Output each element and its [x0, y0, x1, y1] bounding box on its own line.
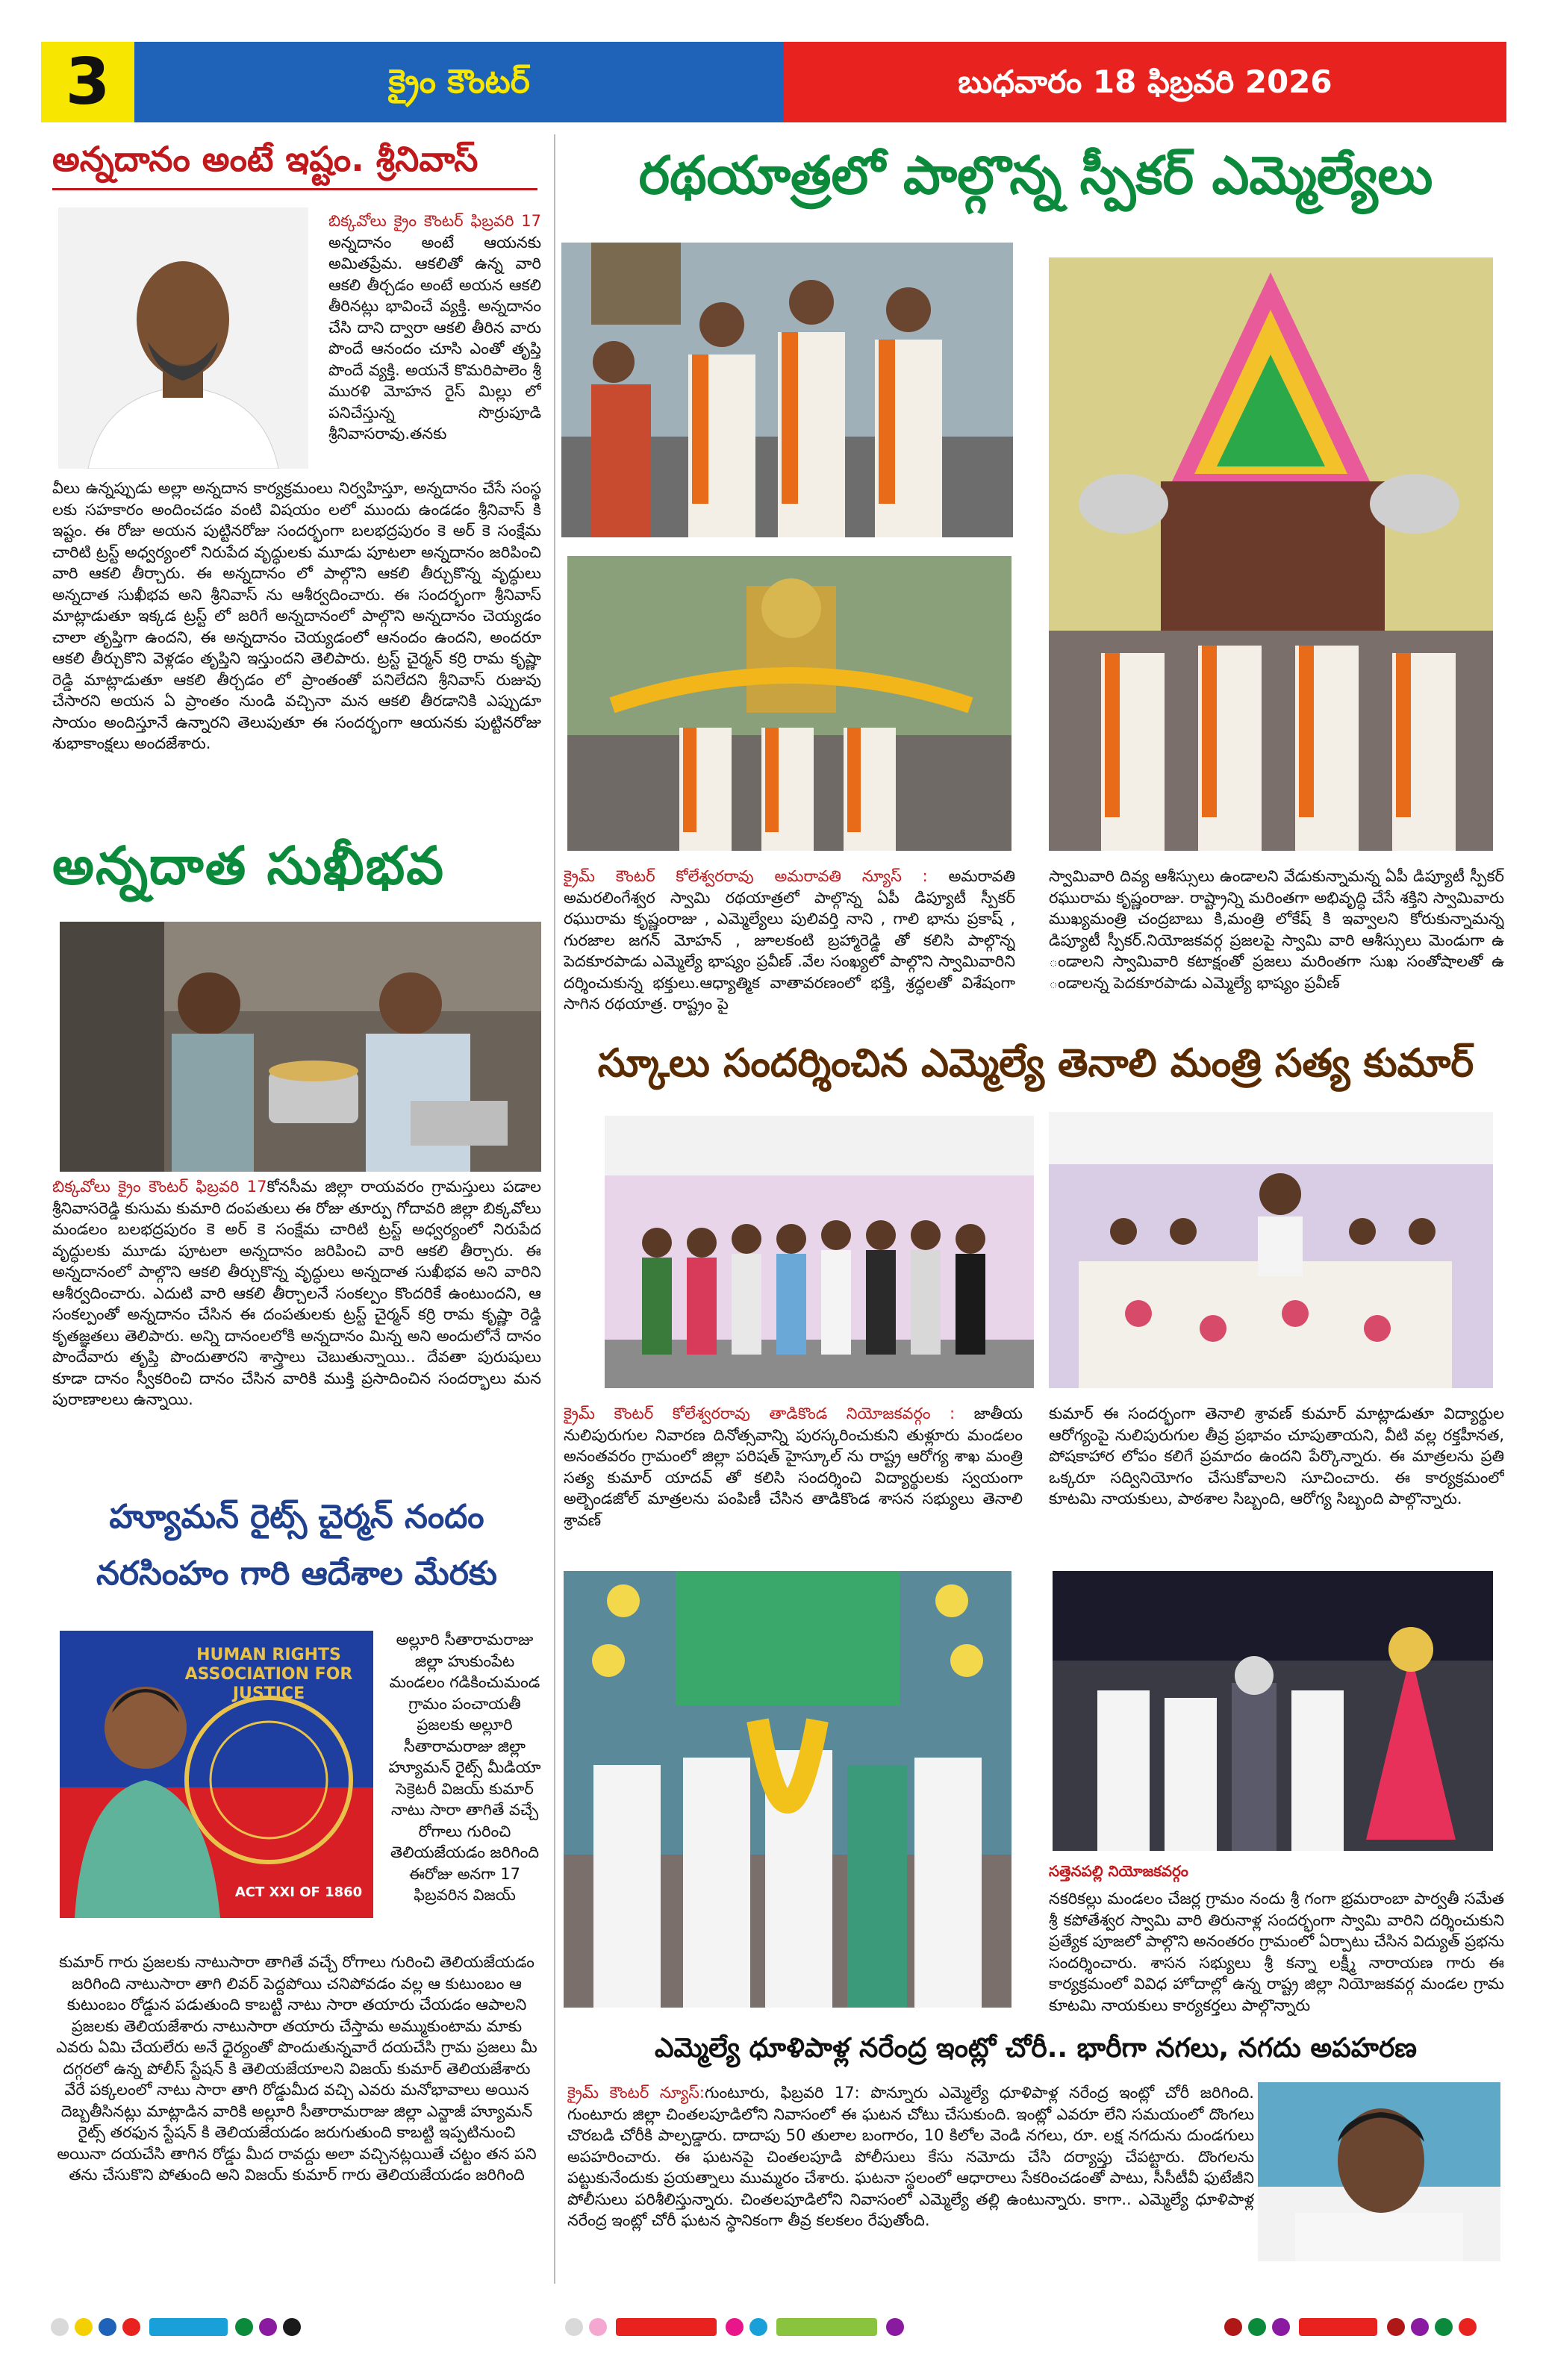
- temple-deity-illustration: [1053, 1571, 1493, 1851]
- headline-annadata: అన్నదాత సుఖీభవ: [52, 835, 446, 896]
- footer-dot: [886, 2318, 904, 2336]
- footer-bar: [616, 2318, 717, 2336]
- headline-theft: ఎమ్మెల్యే ధూళిపాళ్ల నరేంద్ర ఇంట్లో చోరీ.. భారీగా నగలు, నగదు అపహరణ: [654, 2033, 1418, 2064]
- annadanam-dateline: బిక్కవోలు క్రైం కౌంటర్ ఫిబ్రవరి 17: [328, 212, 541, 230]
- headline-rathayatra: రథయాత్రలో పాల్గొన్న స్పీకర్ ఎమ్మెల్యేలు: [638, 145, 1433, 206]
- footer-dot: [565, 2318, 583, 2336]
- headline-school-visit: స్కూలు సందర్శించిన ఎమ్మెల్యే తెనాలి మంత్రి సత్య కుమార్: [597, 1041, 1474, 1086]
- annadata-text: కోనసీమ జిల్లా రాయవరం గ్రామస్తులు పడాల శ్రీనివాసరెడ్డి కుసుమ కుమారి దంపతులు ఈ రోజు తూర్పు గోదావరి జిల్లా బిక్కవోలు మండలం బలభద్రపురం కె అర్ కె సంక్షేమ చారిటి ట్రస్ట్ అధ్వర్యంలో నిరుపేద వృద్ధులకు మూడు పూటలా అన్నదానం జరిపించి వారి ఆకలి తీర్చారు. ఈ అన్నదానంలో పాల్గొని ఆకలి తీర్చుకొన్న వృద్ధులు అన్నదాత సుఖీభవ అని వారిని ఆశీర్వదించారు. ఎదుటి వారి ఆకలి తీర్చాలనే సంకల్పం కొందరికే ఉంటుందని, ఆ సంకల్పంతో అన్నదానం చేసిన ఈ దంపతులకు ట్రస్ట్ చైర్మన్ కర్రి రామ కృష్ణా రెడ్డి కృతజ్ఞతలు తెలిపారు. అన్ని దానంలలోకి అన్నదానం మిన్న అని అందులోనే దానం పొందేవారు తృప్తి పొందుతారని శాస్త్రాలు చెబుతున్నాయి.. దేవతా పురుషులు కూడా దానం స్వీకరించి దానం చేసిన వారికి ముక్తి ప్రసాదించిన సందర్భాలు మన పురాణాలలు ఉన్నాయి.: [52, 1178, 541, 1408]
- footer-dot: [99, 2318, 116, 2336]
- annadata-body: [52, 1176, 541, 1467]
- photo-human-rights: [60, 1631, 373, 1918]
- footer-dot: [122, 2318, 140, 2336]
- photo-rathayatra-statue: [567, 556, 1011, 851]
- annadanam-lead: అన్నదానం అంటే ఆయనకు అమితప్రేమ. ఆకలితో ఉన్న వారి ఆకలి తీర్చడం అంటే అయన ఆకలి తీరినట్లు భావించే వ్యక్తి. అన్నదానం చేసి దాని ద్వారా ఆకలి తీరిన వారు పొందే ఆనందం చూసి ఎంతో తృప్తి పొందే వ్యక్తి. అయనే కొమరిపాలెం శ్రీ మురళి మోహన రైస్ మిల్లు లో పనిచేస్తున్న సొర్రుపూడి శ్రీనివాసరావు.తనకు: [328, 233, 541, 443]
- footer-dot: [1387, 2318, 1405, 2336]
- footer-dot: [726, 2318, 744, 2336]
- footer-dot: [75, 2318, 93, 2336]
- sattenapalli-dateline: సత్తెనపల్లి నియోజకవర్గం: [1049, 1862, 1188, 1880]
- human-rights-body: కుమార్ గారు ప్రజలకు నాటుసారా తాగితే వచ్చే రోగాలు గురించి తెలియజేయడం జరిగింది నాటుసారా తాగి లివర్ పెద్దపోయి చనిపోవడం వల్ల ఆ కుటుంబం ఆ కుటుంబం రోడ్డున పడుతుంది కాబట్టి నాటు సారా తయారు చేయడం ఆపాలని ప్రజలకు తెలియజేశారు నాటుసారా తయారు చేస్తామ అమ్ముకుంటామ మాకు ఎవరు ఏమి చేయలేరు అనే ధైర్యంతో పొందుతున్నవారే దయచేసి గ్రామ ప్రజలు మీ దగ్గరలో ఉన్న పోలీస్ స్టేషన్ కి తెలియజేయాలని విజయ్ కుమార్ తెలియజేశారు వేరే పక్కలంలో నాటు సారా తాగి రోడ్డుమీద వచ్చి ఎవరు మనోభావాలు అయిన దెబ్బతీసినట్లు మాట్లాడిన వారికి అల్లూరి సీతారామరాజు జిల్లా ఎన్జాజీ హ్యూమన్ రైట్స్ తరఫున స్టేషన్ కి తెలియజేయడం జరుగుతుంది కాబట్టి ఇప్పటినుంచి అయినా దయచేసి తాగిన రోడ్డు మీద రావద్దు అలా వచ్చినట్లయితే చట్టం తన పని తను చేసుకొని పోతుంది అని విజయ్ కుమార్ గారు తెలియజేయడం జరిగింది: [56, 1953, 537, 2184]
- footer-dot: [589, 2318, 607, 2336]
- sattenapalli-text: నకరికల్లు మండలం చేజర్ల గ్రామం నందు శ్రీ గంగా భ్రమరాంబా పార్వతీ సమేత శ్రీ కపోతేశ్వర స్వామి వారి తిరునాళ్ల సందర్భంగా స్వామి వారిని దర్శించుకుని ప్రత్యేక పూజలో పాల్గొని అనంతరం గ్రామంలో ఏర్పాటు చేసిన విద్యుత్ ప్రభను సందర్శించారు. శాసన సభ్యులు శ్రీ కన్నా లక్ష్మీ నారాయణ గారు ఈ కార్యక్రమంలో వివిధ హోదాల్లో ఉన్న రాష్ట్ర జిల్లా నియోజకవర్గ మండల గ్రామ కూటమి నాయకులు కార్యకర్తలు పాల్గొన్నారు: [1049, 1890, 1504, 2014]
- school-lead: జాతీయ నులిపురుగుల నివారణ దినోత్సవాన్ని పురస్కరించుకుని తుళ్లూరు మండలం అనంతవరం గ్రామంలో జిల్లా పరిషత్ హైస్కూల్ ను రాష్ట్ర ఆరోగ్య శాఖ మంత్రి సత్య కుమార్ యాదవ్ తో కలిసి సందర్శించి విద్యార్థులకు స్వయంగా అల్బెండజోల్ మాత్రలను పంపిణీ చేసిన తాడికొండ శాసన సభ్యులు తెనాలి శ్రావణ్: [564, 1405, 1023, 1529]
- annadanam-body: వీలు ఉన్నప్పుడు అల్లా అన్నదాన కార్యక్రమంలు నిర్వహిస్తూ, అన్నదానం చేసే సంస్థ లకు సహకారం అందించడం వంటి విషయం లలో ముందు ఉండడం శ్రీనివాస్ కి ఇష్టం. ఈ రోజు అయన పుట్టినరోజు సందర్భంగా బలభద్రపురం కె అర్ కె సంక్షేమ చారిటి ట్రస్ట్ అధ్వర్యంలో నిరుపేద వృద్ధులకు మూడు పూటలా అన్నదానం జరిపించి వారి ఆకలి తీర్చారు. ఈ అన్నదానం లో పాల్గొని ఆకలి తీర్చుకొన్న వృద్ధులు అన్నదాత సుఖీభవ అని శ్రీనివాస్ ను ఆశీర్వదించారు. ఈ సందర్భంగా శ్రీనివాస్ మాట్లాడుతూ ఇక్కడ ట్రస్ట్ లో జరిగే అన్నదానంలో పాల్గొని అన్నదానం చెయ్యడం చాలా తృప్తిగా ఉందని, ఈ అన్నదానం చెయ్యడంలో ఆనందం ఉందని, అందరూ ఆకలి తీర్చుకొని వెళ్లడం తృప్తిని ఇస్తుందని తెలిపారు. ట్రస్ట్ చైర్మన్ కర్రి రామ కృష్ణా రెడ్డి మాట్లాడుతూ ఆకలి తీర్చడం లో ప్రాంతంతో పనిలేదని శ్రీనివాస్ రుజువు చేసారని అయన ఏ ప్రాంతం నుండి వచ్చినా మన ఆకలి తీరడానికి ఎప్పుడూ సాయం అందిస్తూనే ఉన్నారని తెలుపుతూ ఈ సందర్భంగా ఆయనకు పుట్టినరోజు శుభాకాంక్షలు అందజేశారు.: [52, 479, 541, 752]
- rathayatra-dateline: క్రైమ్ కౌంటర్ కోలేశ్వరరావు అమరావతి న్యూస్ :: [564, 867, 928, 885]
- theft-dateline: క్రైమ్ కౌంటర్ న్యూస్:: [567, 2084, 705, 2102]
- photo-school-group: [605, 1116, 1034, 1388]
- rathayatra-lead: అమరావతి అమరలింగేశ్వర స్వామి రథయాత్రలో పాల్గొన్న ఏపీ డిప్యూటీ స్పీకర్ రఘురామ కృష్ణంరాజు , ఎమ్మెల్యేలు పులివర్తి నాని , గాలి భాను ప్రకాష్ , గురజాల జగన్ మోహన్ , జూలకంటి బ్రహ్మారెడ్డి తో కలిసి పాల్గొన్న పెదకూరపాడు ఎమ్మెల్యే భాష్యం ప్రవీణ్ .వేల సంఖ్యలో పాల్గొని స్వామివారిని దర్శించుకున్న భక్తులు.ఆధ్యాత్మిక వాతావరణంలో భక్తి, శ్రద్ధలతో విశేషంగా సాగిన రథయాత్ర. రాష్ట్రం పై: [564, 867, 1015, 1013]
- statue-illustration: [567, 556, 1011, 851]
- footer-dot: [235, 2318, 253, 2336]
- footer-dot: [749, 2318, 767, 2336]
- portrait-illustration: [58, 207, 308, 469]
- photo-felicitation: [564, 1571, 1011, 2008]
- photo-rathayatra-leaders: [561, 243, 1013, 537]
- newspaper-name: క్రైం కౌంటర్: [388, 63, 530, 101]
- human-rights-seal-text: ACT XXI OF 1860: [234, 1884, 363, 1900]
- footer-dot: [1248, 2318, 1266, 2336]
- footer-dot: [1272, 2318, 1290, 2336]
- footer-dot: [283, 2318, 301, 2336]
- footer-bar: [149, 2318, 228, 2336]
- school-dateline: క్రైమ్ కౌంటర్ కోలేశ్వరరావు తాడికొండ నియోజకవర్గం :: [564, 1405, 956, 1422]
- food-serving-illustration: [60, 922, 541, 1172]
- human-rights-banner-text: HUMAN RIGHTS ASSOCIATION FOR JUSTICE: [184, 1646, 353, 1703]
- school-right-text: కుమార్ ఈ సందర్భంగా తెనాలి శ్రావణ్ కుమార్ మాట్లాడుతూ విద్యార్థుల ఆరోగ్యంపై నులిపురుగుల తీవ్ర ప్రభావం చూపుతాయని, వీటి వల్ల రక్తహీనత, పోషకాహార లోపం కలిగే ప్రమాదం ఉందని పేర్కొన్నారు. ఈ మాత్రలను ప్రతి ఒక్కరూ సద్వినియోగం చేసుకోవాలని సూచించారు. ఈ కార్యక్రమంలో కూటమి నాయకులు, పాఠశాల సిబ్బంది, ఆరోగ్య సిబ్బంది పాల్గొన్నారు.: [1049, 1405, 1504, 1508]
- issue-date: బుధవారం 18 ఫిబ్రవరి 2026: [958, 63, 1332, 100]
- felicitation-illustration: [564, 1571, 1011, 2008]
- rathayatra-right-text: స్వామివారి దివ్య ఆశీస్సులు ఉండాలని వేడుకున్నామన్న ఏపీ డిప్యూటీ స్పీకర్ రఘురామ కృష్ణంరాజు. రాష్ట్రాన్ని మరింతగా అభివృద్ధి చేసే శక్తిని స్వామివారు ముఖ్యమంత్రి చంద్రబాబు కి,మంత్రి లోకేష్ కి ఇవ్వాలని కోరుకున్నామన్న డిప్యూటీ స్పీకర్.నియోజకవర్గ ప్రజలపై స్వామి వారి ఆశీస్సులు మెండుగా ఉ ండాలని స్వామివారి కటాక్షంతో ప్రజలు మరింతగా సుఖ సంతోషాలతో ఉ ండాలన్న పెదకూరపాడు ఎమ్మెల్యే భాష్యం ప్రవీణ్: [1049, 867, 1504, 992]
- photo-mla: [1258, 2082, 1500, 2261]
- annadanam-wrap-text: [328, 210, 541, 472]
- theft-text: [567, 2082, 1254, 2284]
- footer-dot: [1411, 2318, 1429, 2336]
- photo-school-stage: [1049, 1112, 1493, 1388]
- headline-annadanam: అన్నదానం అంటే ఇష్టం. శ్రీనివాస్: [52, 139, 479, 179]
- school-left-text: [564, 1403, 1023, 1552]
- leaders-illustration: [561, 243, 1013, 537]
- footer-bar: [776, 2318, 877, 2336]
- photo-srinivas: [58, 207, 308, 469]
- photo-food-serving: [60, 922, 541, 1172]
- footer-dot: [1459, 2318, 1477, 2336]
- column-divider: [554, 134, 555, 2284]
- headline-human-rights-2: నరసింహం గారి ఆదేశాల మేరకు: [96, 1555, 498, 1593]
- school-group-illustration: [605, 1116, 1034, 1388]
- photo-chariot: [1049, 257, 1493, 851]
- theft-lead: గుంటూరు, ఫిబ్రవరి 17: పొన్నూరు ఎమ్మెల్యే ధూళిపాళ్ల నరేంద్ర ఇంట్లో చోరీ జరిగింది. గుంటూరు జిల్లా చింతలపూడిలోని నివాసంలో ఈ ఘటన చోటు చేసుకుంది. ఇంట్లో ఎవరూ లేని సమయంలో దొంగలు చొరబడి చోరీకి పాల్పడ్డారు. దాదాపు 50 తులాల బంగారం, 10 కిలోల వెండి నగలు, రూ. లక్ష నగదును దుండగులు అపహరించారు. ఈ ఘటనపై చింతలపూడి పోలీసులు కేసు నమోదు చేసి దర్యాప్తు చేపట్టారు. దొంగలను పట్టుకునేందుకు ప్రయత్నాలు ముమ్మరం చేశారు. ఘటనా స్థలంలో ఆధారాలు సేకరించడంతో పాటు, సీసీటీవీ ఫుటేజీని పోలీసులు పరిశీలిస్తున్నారు. చింతలపూడిలోని నివాసంలో ఎమ్మెల్యే తల్లి ఉంటున్నారు. కాగా.. ఎమ్మెల్యే ధూళిపాళ్ల నరేంద్ర ఇంట్లో చోరీ ఘటన స్థానికంగా తీవ్ర కలకలం రేపుతోంది.: [567, 2084, 1254, 2229]
- school-stage-illustration: [1049, 1112, 1493, 1388]
- page-number: 3: [65, 45, 110, 119]
- chariot-illustration: [1049, 257, 1493, 851]
- photo-temple-deity: [1053, 1571, 1493, 1851]
- footer-dot: [51, 2318, 69, 2336]
- footer-bar: [1299, 2318, 1377, 2336]
- footer-dot: [1435, 2318, 1453, 2336]
- footer-dot: [259, 2318, 277, 2336]
- annadata-dateline: బిక్కవోలు క్రైం కౌంటర్ ఫిబ్రవరి 17: [52, 1178, 267, 1196]
- footer-dot: [1224, 2318, 1242, 2336]
- headline-human-rights-1: హ్యూమన్ రైట్స్ చైర్మన్ నందం: [109, 1498, 484, 1536]
- headline-underline: [52, 188, 537, 190]
- human-rights-wrap-text: అల్లూరి సీతారామరాజు జిల్లా హుకుంపేట మండలం గడికించుమండ గ్రామం పంచాయతీ ప్రజలకు అల్లూరి సీతారామరాజు జిల్లా హ్యూమన్ రైట్స్ మీడియా సెక్రెటరీ విజయ్ కుమార్ నాటు సారా తాగితే వచ్చే రోగాలు గురించి తెలియజేయడం జరిగింది ఈరోజు అనగా 17 ఫిబ్రవరిన విజయ్: [388, 1631, 541, 1904]
- mla-illustration: [1258, 2082, 1500, 2261]
- rathayatra-left-text: [564, 866, 1015, 1022]
